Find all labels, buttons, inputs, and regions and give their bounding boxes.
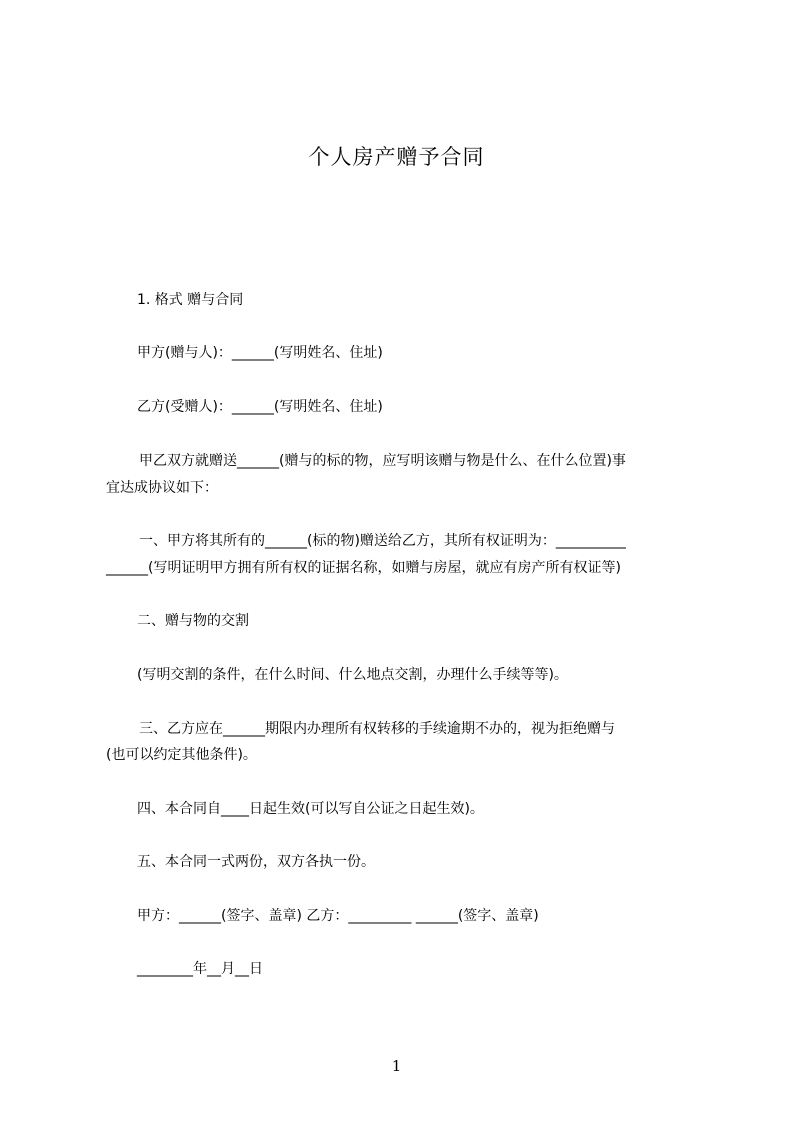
party-b-line: 乙方(受赠人)：______(写明姓名、住址) <box>137 399 383 415</box>
document-title: 个人房产赠予合同 <box>308 145 485 169</box>
agreement-intro-line-2: 宜达成协议如下： <box>106 480 218 496</box>
agreement-intro-line-1: 甲乙双方就赠送______(赠与的标的物，应写明该赠与物是什么、在什么位置)事 <box>139 453 626 469</box>
clause-format: 1. 格式 赠与合同 <box>137 292 244 308</box>
page-number: 1 <box>391 1057 402 1075</box>
clause-five: 五、本合同一式两份，双方各执一份。 <box>137 854 375 870</box>
signature-line: 甲方：______(签字、盖章) 乙方：_________ ______(签字、盖章) <box>137 908 539 924</box>
clause-three-line-2: (也可以约定其他条件)。 <box>106 747 257 763</box>
date-line: ________年__月__日 <box>137 961 263 977</box>
clause-one-line-2: ______(写明证明甲方拥有所有权的证据名称，如赠与房屋，就应有房产所有权证等) <box>106 560 621 576</box>
clause-three-line-1: 三、乙方应在______期限内办理所有权转移的手续逾期不办的，视为拒绝赠与 <box>139 721 615 737</box>
clause-four: 四、本合同自____日起生效(可以写自公证之日起生效)。 <box>137 801 484 817</box>
clause-one-line-1: 一、甲方将其所有的______(标的物)赠送给乙方，其所有权证明为：__________ <box>139 533 626 549</box>
party-a-line: 甲方(赠与人)：______(写明姓名、住址) <box>137 345 383 361</box>
clause-two-heading: 二、赠与物的交割 <box>137 613 249 629</box>
clause-two-body: (写明交割的条件，在什么时间、什么地点交割，办理什么手续等等)。 <box>137 667 568 683</box>
